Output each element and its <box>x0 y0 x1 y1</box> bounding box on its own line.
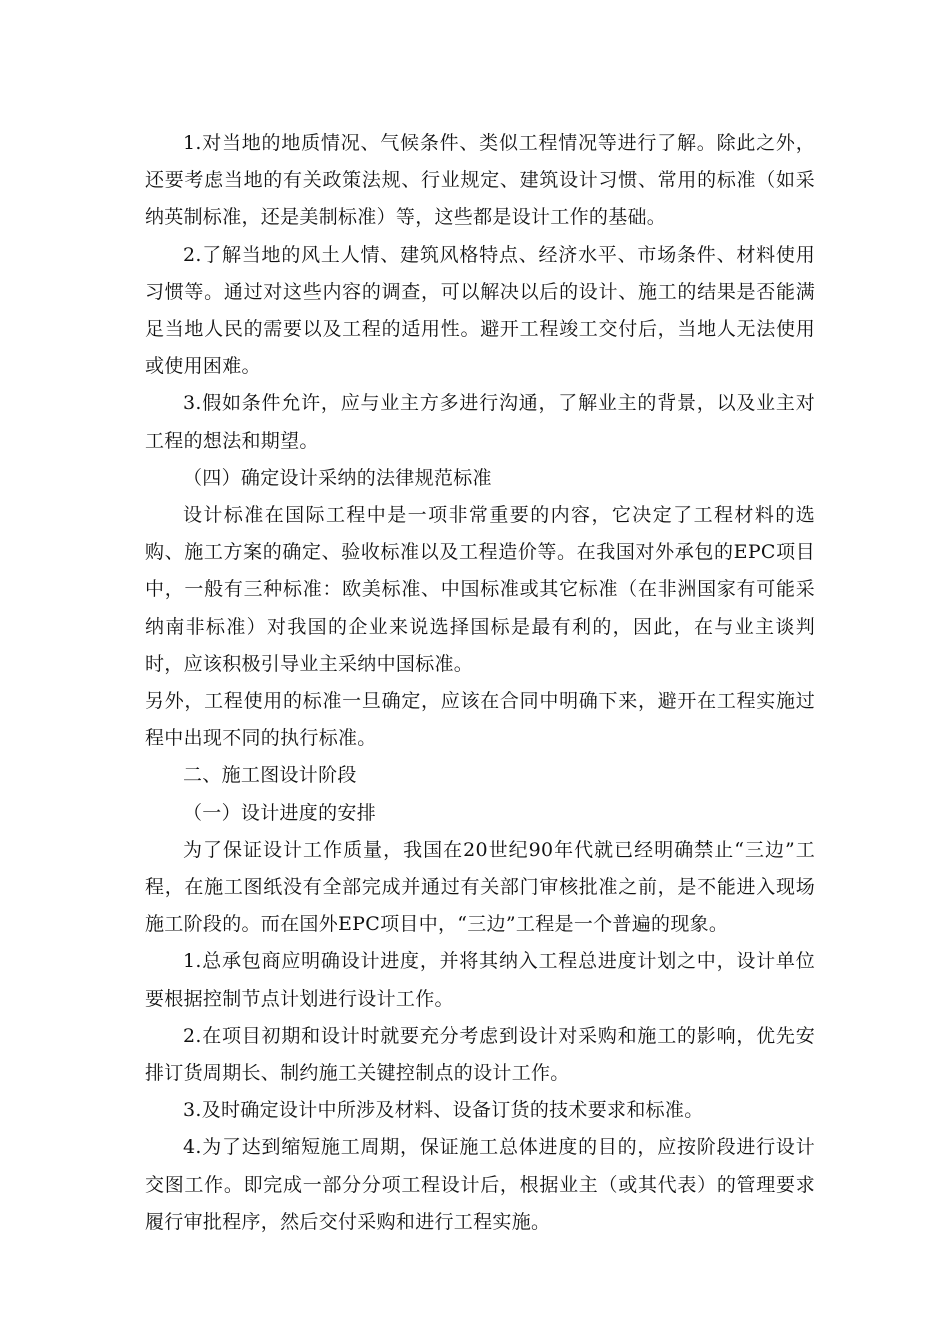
paragraph-contract-standards: 另外，工程使用的标准一旦确定，应该在合同中明确下来，避开在工程实施过程中出现不同的执行标准。 <box>145 690 815 750</box>
section-heading-standards: （四）确定设计采纳的法律规范标准 <box>183 466 492 489</box>
document-body <box>145 125 815 1241</box>
paragraph-site-survey: 1.对当地的地质情况、气候条件、类似工程情况等进行了解。除此之外，还要考虑当地的有关政策法规、行业规定、建筑设计习惯、常用的标准（如采纳英制标准，还是美制标准）等，这些都是设计工作的基础。 <box>145 132 815 229</box>
paragraph-three-sides: 为了保证设计工作质量，我国在20世纪90年代就已经明确禁止“三边”工程，在施工图纸没有全部完成并通过有关部门审核批准之前，是不能进入现场施工阶段的。而在国外EPC项目中，“三边”工程是一个普遍的现象。 <box>145 838 815 936</box>
section-heading-schedule: （一）设计进度的安排 <box>183 801 377 824</box>
section-heading-construction-drawing: 二、施工图设计阶段 <box>183 764 357 787</box>
paragraph-schedule-item-4: 4.为了达到缩短施工周期，保证施工总体进度的目的，应按阶段进行设计交图工作。即完成一部分分项工程设计后，根据业主（或其代表）的管理要求履行审批程序，然后交付采购和进行工程实施。 <box>145 1136 815 1233</box>
paragraph-design-standards: 设计标准在国际工程中是一项非常重要的内容，它决定了工程材料的选购、施工方案的确定、验收标准以及工程造价等。在我国对外承包的EPC项目中，一般有三种标准：欧美标准、中国标准或其它标准（在非洲国家有可能采纳南非标准）对我国的企业来说选择国标是最有利的，因此，在与业主谈判时，应该积极引导业主采纳中国标准。 <box>145 504 815 675</box>
paragraph-schedule-item-2: 2.在项目初期和设计时就要充分考虑到设计对采购和施工的影响，优先安排订货周期长、制约施工关键控制点的设计工作。 <box>145 1024 815 1085</box>
paragraph-schedule-item-3: 3.及时确定设计中所涉及材料、设备订货的技术要求和标准。 <box>183 1099 704 1122</box>
paragraph-owner-communication: 3.假如条件允许，应与业主方多进行沟通，了解业主的背景，以及业主对工程的想法和期望。 <box>145 392 815 452</box>
paragraph-local-customs: 2.了解当地的风土人情、建筑风格特点、经济水平、市场条件、材料使用习惯等。通过对这些内容的调查，可以解决以后的设计、施工的结果是否能满足当地人民的需要以及工程的适用性。避开工程竣工交付后，当地人无法使用或使用困难。 <box>145 243 815 378</box>
paragraph-schedule-item-1: 1.总承包商应明确设计进度，并将其纳入工程总进度计划之中，设计单位要根据控制节点计划进行设计工作。 <box>145 950 815 1010</box>
